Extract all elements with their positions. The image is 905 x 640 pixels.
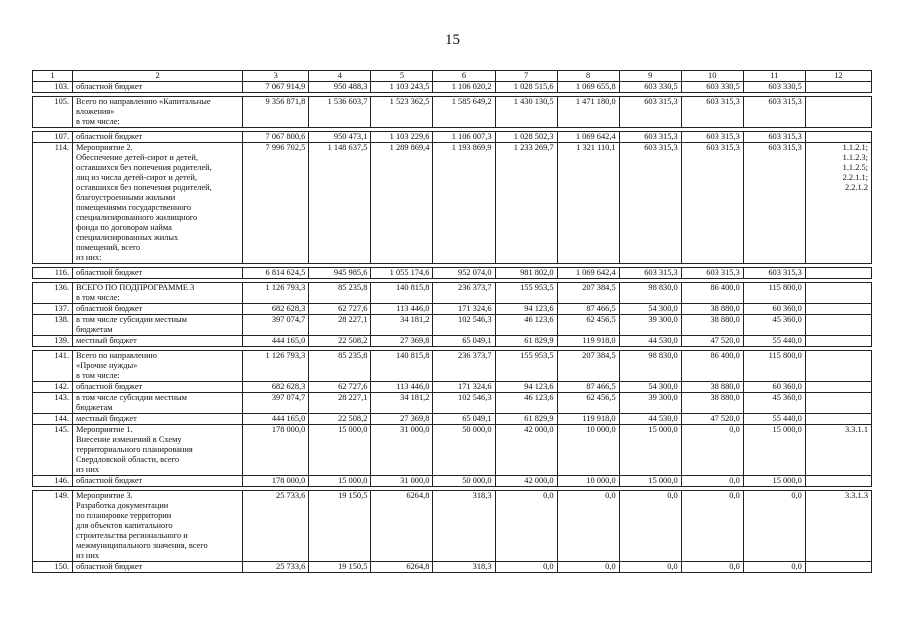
value-cell: 61 829,9: [495, 414, 557, 425]
value-cell: 28 227,1: [309, 315, 371, 336]
value-cell: 55 440,0: [743, 414, 805, 425]
value-cell: 1 069 655,8: [557, 82, 619, 93]
value-cell: 19 150,5: [309, 491, 371, 562]
value-cell: 6264,8: [371, 491, 433, 562]
row-description: местный бюджет: [73, 336, 243, 347]
value-cell: 397 074,7: [243, 315, 309, 336]
value-cell: 62 456,5: [557, 393, 619, 414]
row-number: 146.: [33, 476, 73, 487]
value-cell: 950 488,3: [309, 82, 371, 93]
target-reference: [805, 132, 871, 143]
value-cell: 171 324,6: [433, 304, 495, 315]
value-cell: 86 400,0: [681, 351, 743, 382]
table-row: [33, 315, 872, 336]
header-cell: 3: [243, 71, 309, 82]
value-cell: 62 727,6: [309, 304, 371, 315]
row-number: 150.: [33, 562, 73, 573]
value-cell: 15 000,0: [309, 425, 371, 476]
row-number: 116.: [33, 268, 73, 279]
table-row: [33, 476, 872, 487]
target-reference: [805, 82, 871, 93]
value-cell: 98 830,0: [619, 351, 681, 382]
row-number: 103.: [33, 82, 73, 93]
value-cell: 113 446,0: [371, 382, 433, 393]
row-description: Всего по направлению «Прочие нужды» в том числе:: [73, 351, 243, 382]
value-cell: 1 585 649,2: [433, 97, 495, 128]
table-body: [33, 71, 872, 573]
value-cell: 682 628,3: [243, 304, 309, 315]
value-cell: 44 530,0: [619, 414, 681, 425]
value-cell: 102 546,3: [433, 393, 495, 414]
page-number: 15: [445, 32, 460, 48]
value-cell: 50 000,0: [433, 425, 495, 476]
row-description: областной бюджет: [73, 382, 243, 393]
value-cell: 318,3: [433, 491, 495, 562]
value-cell: 236 373,7: [433, 351, 495, 382]
value-cell: 444 165,0: [243, 336, 309, 347]
row-description: Мероприятие 3. Разработка документации по планировке территории для объектов капитального строительства регионального и межмуниципального значения, всего из них: [73, 491, 243, 562]
value-cell: 236 373,7: [433, 283, 495, 304]
row-description: в том числе субсидии местным бюджетам: [73, 315, 243, 336]
header-cell: 5: [371, 71, 433, 82]
value-cell: 38 880,0: [681, 393, 743, 414]
target-reference: [805, 283, 871, 304]
value-cell: 25 733,6: [243, 491, 309, 562]
value-cell: 7 067 914,9: [243, 82, 309, 93]
row-description: местный бюджет: [73, 414, 243, 425]
value-cell: 94 123,6: [495, 382, 557, 393]
value-cell: 38 880,0: [681, 304, 743, 315]
value-cell: 46 123,6: [495, 393, 557, 414]
value-cell: 1 028 502,3: [495, 132, 557, 143]
value-cell: 603 330,5: [743, 82, 805, 93]
target-reference: [805, 393, 871, 414]
header-cell: 12: [805, 71, 871, 82]
value-cell: 6264,8: [371, 562, 433, 573]
target-reference: 3.3.1.1: [805, 425, 871, 476]
row-number: 142.: [33, 382, 73, 393]
value-cell: 603 315,3: [619, 268, 681, 279]
row-number: 114.: [33, 143, 73, 264]
value-cell: 318,3: [433, 562, 495, 573]
value-cell: 38 880,0: [681, 315, 743, 336]
target-reference: [805, 382, 871, 393]
value-cell: 27 369,8: [371, 414, 433, 425]
value-cell: 1 471 180,0: [557, 97, 619, 128]
row-number: 144.: [33, 414, 73, 425]
value-cell: 603 315,3: [743, 268, 805, 279]
value-cell: 0,0: [743, 491, 805, 562]
value-cell: 155 953,5: [495, 283, 557, 304]
value-cell: 65 049,1: [433, 336, 495, 347]
header-cell: 10: [681, 71, 743, 82]
value-cell: 85 235,8: [309, 351, 371, 382]
value-cell: 6 814 624,5: [243, 268, 309, 279]
value-cell: 98 830,0: [619, 283, 681, 304]
value-cell: 85 235,8: [309, 283, 371, 304]
row-description: областной бюджет: [73, 562, 243, 573]
value-cell: 0,0: [495, 491, 557, 562]
table-row: [33, 393, 872, 414]
value-cell: 207 384,5: [557, 283, 619, 304]
value-cell: 178 000,0: [243, 425, 309, 476]
value-cell: 38 880,0: [681, 382, 743, 393]
target-reference: [805, 97, 871, 128]
value-cell: 7 996 702,5: [243, 143, 309, 264]
value-cell: 950 473,1: [309, 132, 371, 143]
value-cell: 15 000,0: [619, 425, 681, 476]
header-row: [33, 71, 872, 82]
table-row: [33, 143, 872, 264]
value-cell: 1 233 269,7: [495, 143, 557, 264]
value-cell: 54 300,0: [619, 304, 681, 315]
value-cell: 1 148 637,5: [309, 143, 371, 264]
value-cell: 603 315,3: [681, 132, 743, 143]
value-cell: 19 150,5: [309, 562, 371, 573]
value-cell: 0,0: [619, 562, 681, 573]
header-cell: 11: [743, 71, 805, 82]
value-cell: 1 126 793,3: [243, 351, 309, 382]
target-reference: 1.1.2.1; 1.1.2.3; 1.1.2.5; 2.2.1.1; 2.2.1.2: [805, 143, 871, 264]
value-cell: 155 953,5: [495, 351, 557, 382]
header-cell: 9: [619, 71, 681, 82]
value-cell: 15 000,0: [743, 476, 805, 487]
target-reference: [805, 476, 871, 487]
table-row: [33, 132, 872, 143]
row-description: областной бюджет: [73, 132, 243, 143]
table-row: [33, 336, 872, 347]
value-cell: 1 103 243,5: [371, 82, 433, 93]
header-cell: 6: [433, 71, 495, 82]
value-cell: 444 165,0: [243, 414, 309, 425]
row-number: 107.: [33, 132, 73, 143]
value-cell: 86 400,0: [681, 283, 743, 304]
value-cell: 55 440,0: [743, 336, 805, 347]
value-cell: 42 000,0: [495, 476, 557, 487]
header-cell: 2: [73, 71, 243, 82]
value-cell: 62 456,5: [557, 315, 619, 336]
value-cell: 31 000,0: [371, 476, 433, 487]
value-cell: 140 815,8: [371, 283, 433, 304]
value-cell: 171 324,6: [433, 382, 495, 393]
row-number: 138.: [33, 315, 73, 336]
header-cell: 1: [33, 71, 73, 82]
value-cell: 46 123,6: [495, 315, 557, 336]
row-number: 139.: [33, 336, 73, 347]
value-cell: 9 356 871,8: [243, 97, 309, 128]
value-cell: 0,0: [681, 425, 743, 476]
value-cell: 44 530,0: [619, 336, 681, 347]
value-cell: 61 829,9: [495, 336, 557, 347]
row-number: 141.: [33, 351, 73, 382]
value-cell: 1 523 362,5: [371, 97, 433, 128]
table-row: [33, 82, 872, 93]
value-cell: 115 800,0: [743, 283, 805, 304]
value-cell: 39 300,0: [619, 393, 681, 414]
value-cell: 140 815,8: [371, 351, 433, 382]
value-cell: 603 315,3: [681, 97, 743, 128]
value-cell: 15 000,0: [743, 425, 805, 476]
header-cell: 4: [309, 71, 371, 82]
table-row: [33, 304, 872, 315]
table-row: [33, 351, 872, 382]
value-cell: 178 000,0: [243, 476, 309, 487]
row-description: областной бюджет: [73, 268, 243, 279]
value-cell: 31 000,0: [371, 425, 433, 476]
value-cell: 34 181,2: [371, 393, 433, 414]
value-cell: 102 546,3: [433, 315, 495, 336]
value-cell: 603 315,3: [619, 97, 681, 128]
target-reference: [805, 351, 871, 382]
table-row: [33, 425, 872, 476]
row-number: 136.: [33, 283, 73, 304]
table-row: [33, 283, 872, 304]
value-cell: 119 918,0: [557, 414, 619, 425]
value-cell: 115 800,0: [743, 351, 805, 382]
value-cell: 42 000,0: [495, 425, 557, 476]
value-cell: 0,0: [681, 491, 743, 562]
value-cell: 87 466,5: [557, 304, 619, 315]
value-cell: 603 315,3: [681, 268, 743, 279]
value-cell: 47 520,0: [681, 336, 743, 347]
table-row: [33, 414, 872, 425]
value-cell: 15 000,0: [619, 476, 681, 487]
value-cell: 1 069 642,4: [557, 132, 619, 143]
value-cell: 0,0: [681, 476, 743, 487]
value-cell: 10 000,0: [557, 425, 619, 476]
value-cell: 62 727,6: [309, 382, 371, 393]
target-reference: [805, 315, 871, 336]
value-cell: 1 321 110,1: [557, 143, 619, 264]
value-cell: 60 360,0: [743, 382, 805, 393]
header-cell: 7: [495, 71, 557, 82]
row-number: 145.: [33, 425, 73, 476]
value-cell: 1 193 869,9: [433, 143, 495, 264]
row-description: областной бюджет: [73, 304, 243, 315]
row-description: областной бюджет: [73, 82, 243, 93]
value-cell: 603 315,3: [743, 132, 805, 143]
value-cell: 50 000,0: [433, 476, 495, 487]
value-cell: 0,0: [681, 562, 743, 573]
target-reference: [805, 336, 871, 347]
row-description: областной бюджет: [73, 476, 243, 487]
target-reference: 3.3.1.3: [805, 491, 871, 562]
value-cell: 22 508,2: [309, 414, 371, 425]
value-cell: 15 000,0: [309, 476, 371, 487]
value-cell: 1 536 603,7: [309, 97, 371, 128]
value-cell: 1 106 020,2: [433, 82, 495, 93]
value-cell: 34 181,2: [371, 315, 433, 336]
table-row: [33, 268, 872, 279]
value-cell: 25 733,6: [243, 562, 309, 573]
row-description: Мероприятие 2. Обеспечение детей-сирот и детей, оставшихся без попечения родителей, лиц из числа детей-сирот и детей, оставшихся без попечения родителей, благоустроенными жилыми помещениями государственного специализированного жилищного фонда по договорам найма специализированных жилых помещений, всего из них:: [73, 143, 243, 264]
target-reference: [805, 304, 871, 315]
value-cell: 39 300,0: [619, 315, 681, 336]
value-cell: 22 508,2: [309, 336, 371, 347]
value-cell: 87 466,5: [557, 382, 619, 393]
value-cell: 28 227,1: [309, 393, 371, 414]
target-reference: [805, 414, 871, 425]
value-cell: 10 000,0: [557, 476, 619, 487]
value-cell: 603 330,5: [619, 82, 681, 93]
target-reference: [805, 268, 871, 279]
value-cell: 0,0: [495, 562, 557, 573]
table-row: [33, 382, 872, 393]
target-reference: [805, 562, 871, 573]
value-cell: 54 300,0: [619, 382, 681, 393]
value-cell: 1 069 642,4: [557, 268, 619, 279]
value-cell: 45 360,0: [743, 315, 805, 336]
value-cell: 682 628,3: [243, 382, 309, 393]
value-cell: 0,0: [557, 491, 619, 562]
value-cell: 603 315,3: [619, 132, 681, 143]
value-cell: 1 430 130,5: [495, 97, 557, 128]
value-cell: 94 123,6: [495, 304, 557, 315]
value-cell: 397 074,7: [243, 393, 309, 414]
value-cell: 113 446,0: [371, 304, 433, 315]
value-cell: 45 360,0: [743, 393, 805, 414]
row-number: 105.: [33, 97, 73, 128]
row-number: 149.: [33, 491, 73, 562]
header-cell: 8: [557, 71, 619, 82]
value-cell: 603 315,3: [743, 143, 805, 264]
budget-table: [32, 70, 872, 573]
value-cell: 603 315,3: [743, 97, 805, 128]
table-row: [33, 562, 872, 573]
value-cell: 1 289 869,4: [371, 143, 433, 264]
value-cell: 603 315,3: [681, 143, 743, 264]
value-cell: 0,0: [557, 562, 619, 573]
table-row: [33, 97, 872, 128]
value-cell: 603 315,3: [619, 143, 681, 264]
value-cell: 60 360,0: [743, 304, 805, 315]
row-description: ВСЕГО ПО ПОДПРОГРАММЕ 3 в том числе:: [73, 283, 243, 304]
value-cell: 207 384,5: [557, 351, 619, 382]
value-cell: 981 802,0: [495, 268, 557, 279]
value-cell: 119 918,0: [557, 336, 619, 347]
value-cell: 1 126 793,3: [243, 283, 309, 304]
row-number: 143.: [33, 393, 73, 414]
value-cell: 952 074,0: [433, 268, 495, 279]
value-cell: 65 049,1: [433, 414, 495, 425]
row-description: в том числе субсидии местным бюджетам: [73, 393, 243, 414]
row-description: Всего по направлению «Капитальные вложения» в том числе:: [73, 97, 243, 128]
value-cell: 1 103 229,6: [371, 132, 433, 143]
value-cell: 0,0: [743, 562, 805, 573]
value-cell: 603 330,5: [681, 82, 743, 93]
value-cell: 1 106 007,3: [433, 132, 495, 143]
value-cell: 0,0: [619, 491, 681, 562]
row-number: 137.: [33, 304, 73, 315]
value-cell: 7 067 800,6: [243, 132, 309, 143]
value-cell: 1 028 515,6: [495, 82, 557, 93]
value-cell: 47 520,0: [681, 414, 743, 425]
table-row: [33, 491, 872, 562]
row-description: Мероприятие 1. Внесение изменений в Схему территориального планирования Свердловской области, всего из них: [73, 425, 243, 476]
value-cell: 1 055 174,6: [371, 268, 433, 279]
value-cell: 945 985,6: [309, 268, 371, 279]
value-cell: 27 369,8: [371, 336, 433, 347]
